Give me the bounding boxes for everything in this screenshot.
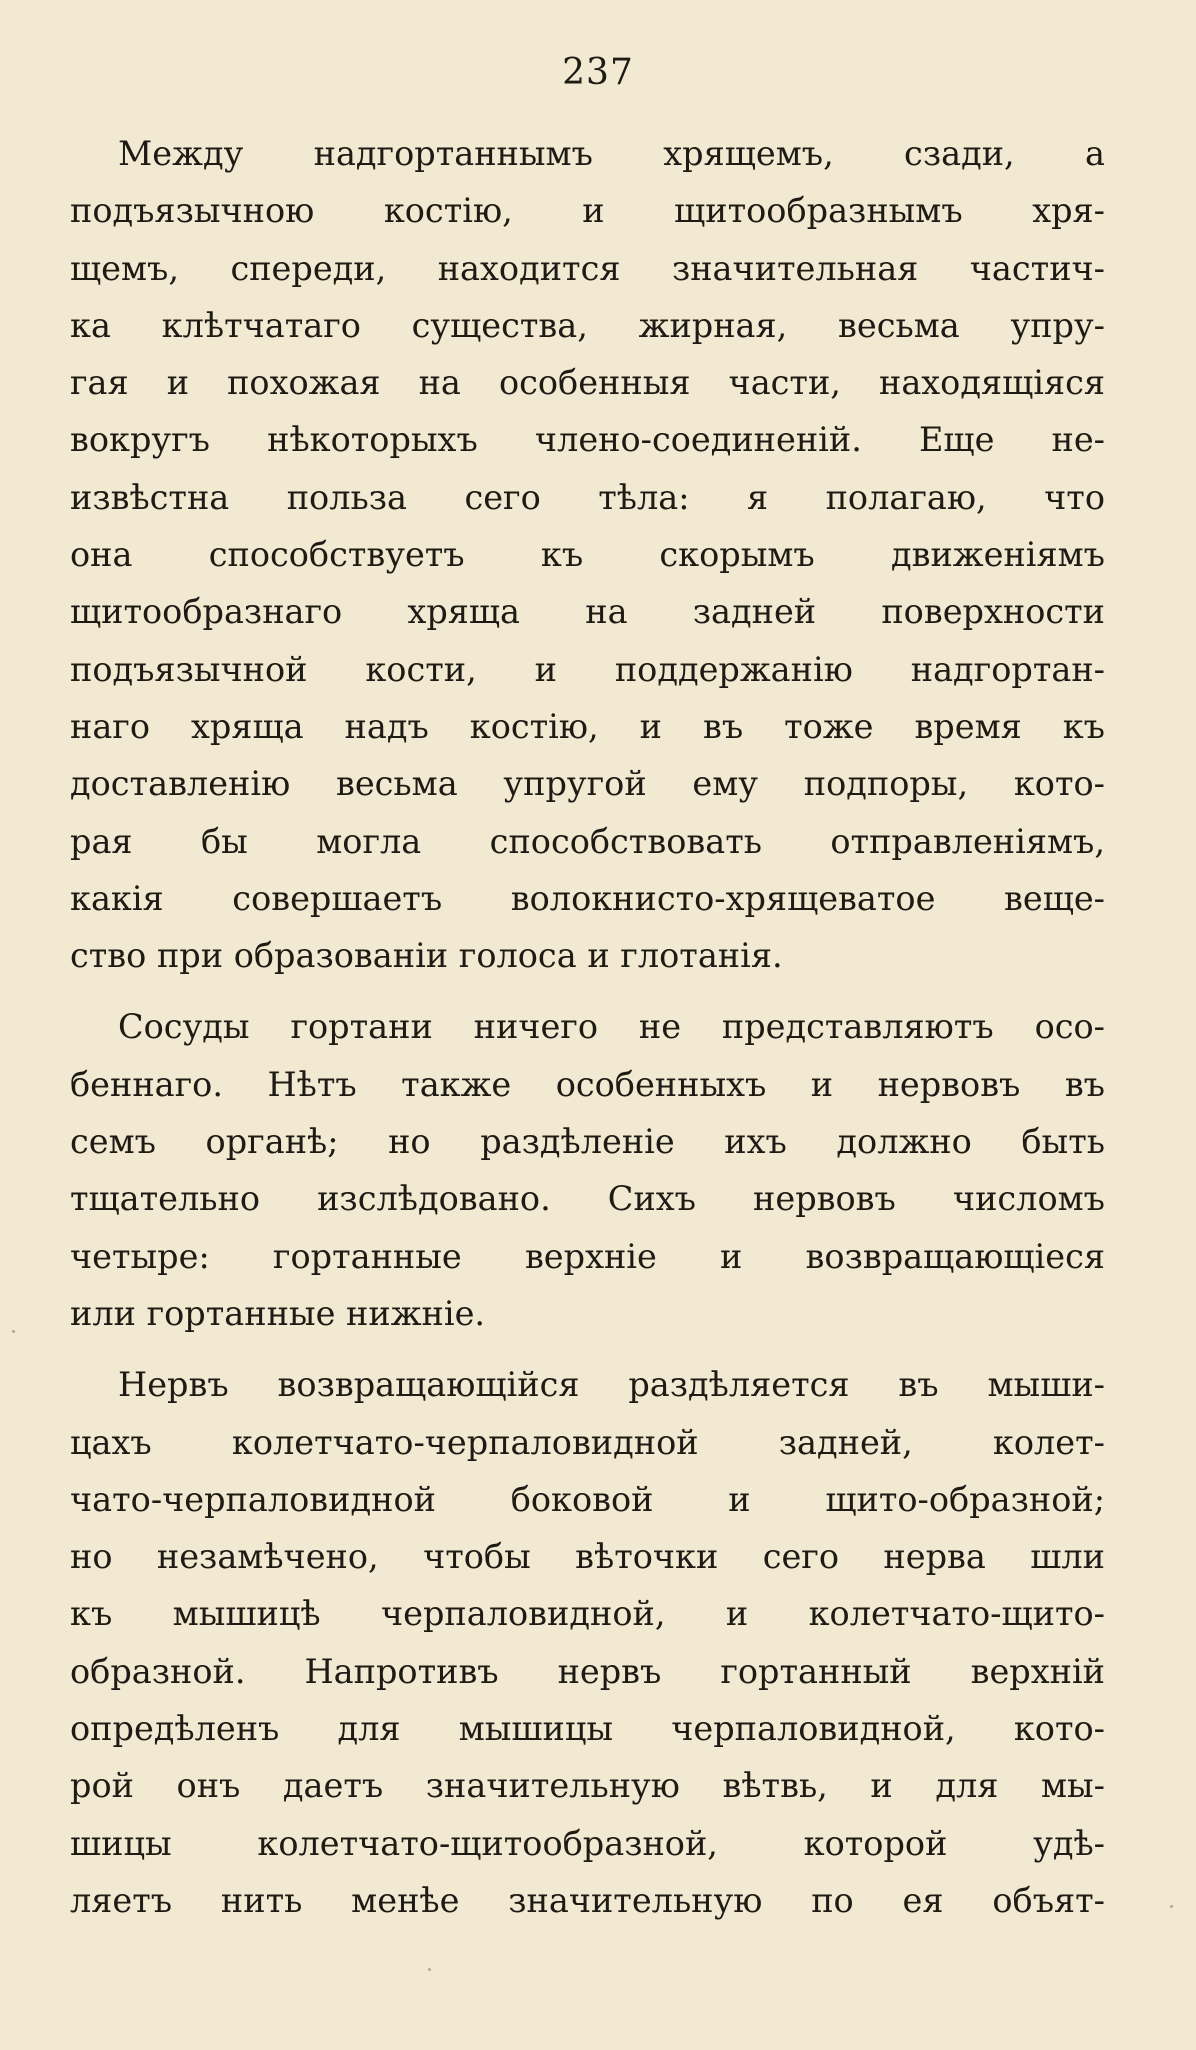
text-line: беннаго. Нѣтъ также особенныхъ и нервовъ въ <box>70 1064 1105 1104</box>
text-line: она способствуетъ къ скорымъ движеніямъ <box>70 535 1105 575</box>
text-line: рая бы могла способствовать отправленіямъ, <box>70 821 1105 861</box>
paper-speck <box>12 1330 15 1333</box>
text-line: рой онъ даетъ значительную вѣтвь, и для мы- <box>70 1766 1105 1806</box>
text-line: какія совершаетъ волокнисто-хрящеватое веще- <box>70 878 1105 918</box>
text-line: шицы колетчато-щитообразной, которой удѣ- <box>70 1823 1105 1863</box>
text-line: образной. Напротивъ нервъ гортанный верхній <box>70 1651 1105 1691</box>
text-line: Между надгортаннымъ хрящемъ, сзади, а <box>118 134 1105 173</box>
text-line: извѣстна польза сего тѣла: я полагаю, что <box>70 477 1105 517</box>
text-line: гая и похожая на особенныя части, находящіяся <box>70 363 1105 403</box>
text-body <box>70 125 1105 1943</box>
text-line: ка клѣтчатаго существа, жирная, весьма упру- <box>70 305 1105 345</box>
paragraph-1 <box>70 125 1105 984</box>
text-line: Нервъ возвращающійся раздѣляется въ мыши- <box>118 1365 1105 1405</box>
paper-speck <box>428 1968 431 1971</box>
text-line: или гортанные нижніе. <box>70 1293 486 1333</box>
paragraph-2 <box>70 998 1105 1342</box>
text-line: подъязычною костію, и щитообразнымъ хря- <box>70 191 1105 231</box>
text-line: но незамѣчено, чтобы вѣточки сего нерва шли <box>70 1537 1105 1577</box>
text-line: четыре: гортанные верхніе и возвращающіеся <box>70 1236 1105 1276</box>
text-line: тщательно изслѣдовано. Сихъ нервовъ числомъ <box>70 1179 1105 1219</box>
text-line: наго хряща надъ костію, и въ тоже время къ <box>70 706 1105 746</box>
text-line: семъ органѣ; но раздѣленіе ихъ должно быть <box>70 1122 1105 1162</box>
text-line: опредѣленъ для мышицы черпаловидной, кото- <box>70 1709 1105 1749</box>
text-line: къ мышицѣ черпаловидной, и колетчато-щито- <box>70 1594 1105 1634</box>
text-line: подъязычной кости, и поддержанію надгортан- <box>70 649 1105 689</box>
text-line: ляетъ нить менѣе значительную по ея объят- <box>70 1880 1105 1920</box>
page-number: 237 <box>562 52 634 93</box>
text-line: щитообразнаго хряща на задней поверхности <box>70 592 1105 632</box>
text-line: чато-черпаловидной боковой и щито-образной; <box>70 1479 1105 1519</box>
text-line: цахъ колетчато-черпаловидной задней, колет- <box>70 1422 1105 1462</box>
text-line: щемъ, спереди, находится значительная частич- <box>70 248 1105 288</box>
paragraph-3 <box>70 1356 1105 1929</box>
paper-speck <box>1170 1905 1173 1908</box>
text-line: ство при образованіи голоса и глотанія. <box>70 936 783 976</box>
text-line: доставленію весьма упругой ему подпоры, кото- <box>70 764 1105 804</box>
text-line: Сосуды гортани ничего не представляютъ осо- <box>118 1007 1105 1047</box>
text-line: вокругъ нѣкоторыхъ члено-соединеній. Еще не- <box>70 420 1105 460</box>
